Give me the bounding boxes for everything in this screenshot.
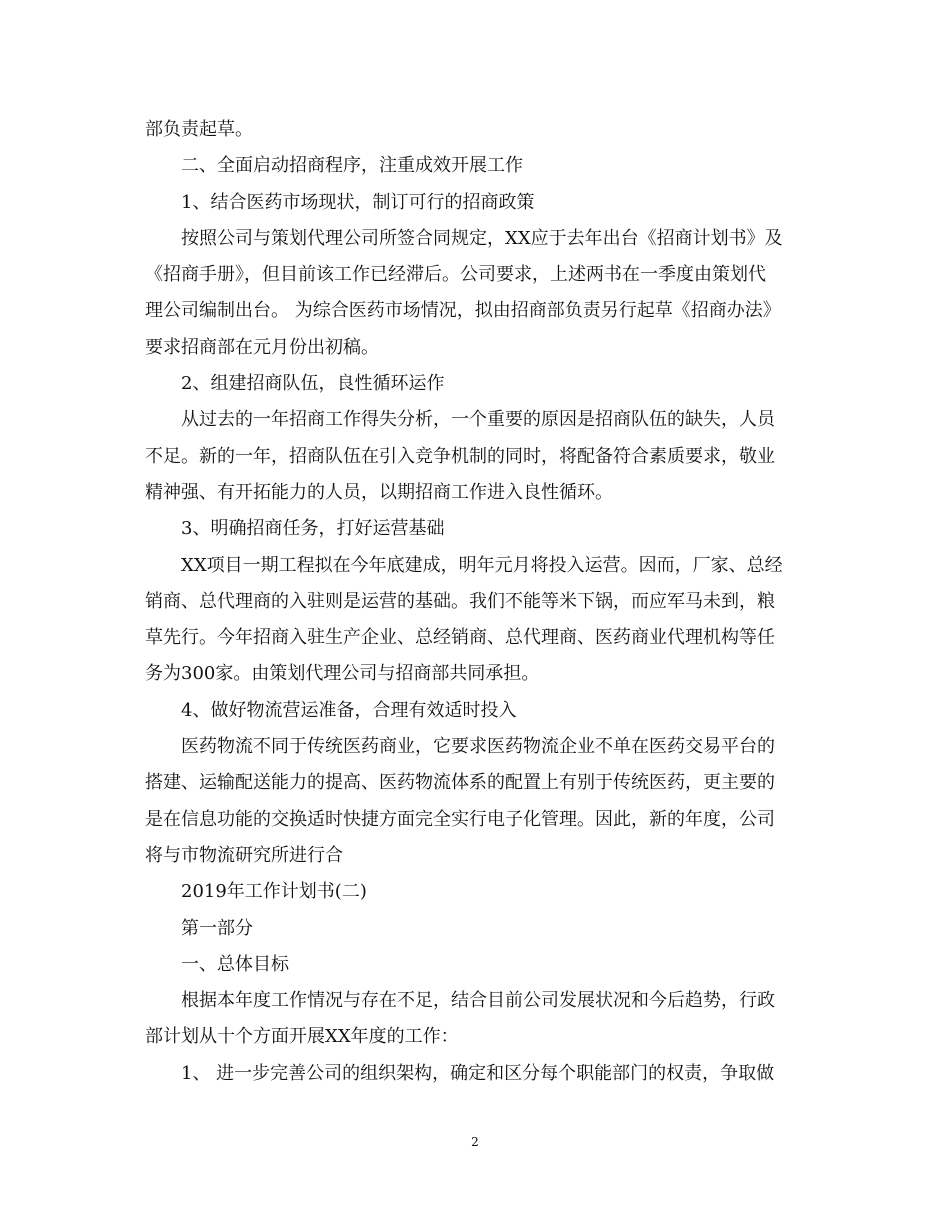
text-line: 从过去的一年招商工作得失分析，一个重要的原因是招商队伍的缺失，人员 — [181, 409, 775, 431]
text-line: 是在信息功能的交换适时快捷方面完全实行电子化管理。因此，新的年度，公司 — [145, 808, 775, 830]
text-line: 销商、总代理商的入驻则是运营的基础。我们不能等米下锅，而应军马未到，粮 — [145, 590, 775, 612]
text-line: 理公司编制出台。 为综合医药市场情况，拟由招商部负责另行起草《招商办法》 — [145, 300, 781, 322]
text-line: 要求招商部在元月份出初稿。 — [145, 336, 379, 358]
text-line: 《招商手册》，但目前该工作已经滞后。公司要求，上述两书在一季度由策划代 — [145, 264, 766, 286]
text-line: 草先行。今年招商入驻生产企业、总经销商、总代理商、医药商业代理机构等任 — [145, 627, 775, 649]
text-line: 精神强、有开拓能力的人员，以期招商工作进入良性循环。 — [145, 481, 613, 503]
text-line: 不足。新的一年，招商队伍在引入竞争机制的同时，将配备符合素质要求，敬业 — [145, 445, 775, 467]
text-line: 务为300家。由策划代理公司与招商部共同承担。 — [145, 663, 540, 685]
text-line: 根据本年度工作情况与存在不足，结合目前公司发展状况和今后趋势，行政 — [181, 990, 775, 1012]
text-line: 2、组建招商队伍，良性循环运作 — [181, 373, 445, 395]
text-line: 1、 进一步完善公司的组织架构，确定和区分每个职能部门的权责，争取做 — [181, 1062, 775, 1084]
document-body — [145, 112, 805, 1092]
text-line: 4、做好物流营运准备，合理有效适时投入 — [181, 699, 517, 721]
text-line: 部计划从十个方面开展XX年度的工作： — [145, 1026, 459, 1048]
text-line: 医药物流不同于传统医药商业，它要求医药物流企业不单在医药交易平台的 — [181, 736, 775, 758]
text-line: 按照公司与策划代理公司所签合同规定，XX应于去年出台《招商计划书》及 — [181, 227, 783, 249]
text-line: 3、明确招商任务，打好运营基础 — [181, 518, 445, 540]
text-line: 搭建、运输配送能力的提高、医药物流体系的配置上有别于传统医药，更主要的 — [145, 772, 775, 794]
text-line: 2019年工作计划书(二) — [181, 881, 367, 903]
text-line: 一、总体目标 — [181, 953, 289, 975]
text-line: 1、结合医药市场现状，制订可行的招商政策 — [181, 191, 535, 213]
page-number: 2 — [471, 1135, 479, 1149]
text-line: 二、全面启动招商程序，注重成效开展工作 — [181, 155, 523, 177]
text-line: 将与市物流研究所进行合 — [145, 844, 343, 866]
text-line: 部负责起草。 — [145, 119, 253, 140]
text-line: XX项目一期工程拟在今年底建成，明年元月将投入运营。因而，厂家、总经 — [181, 554, 783, 576]
text-line: 第一部分 — [181, 917, 253, 939]
